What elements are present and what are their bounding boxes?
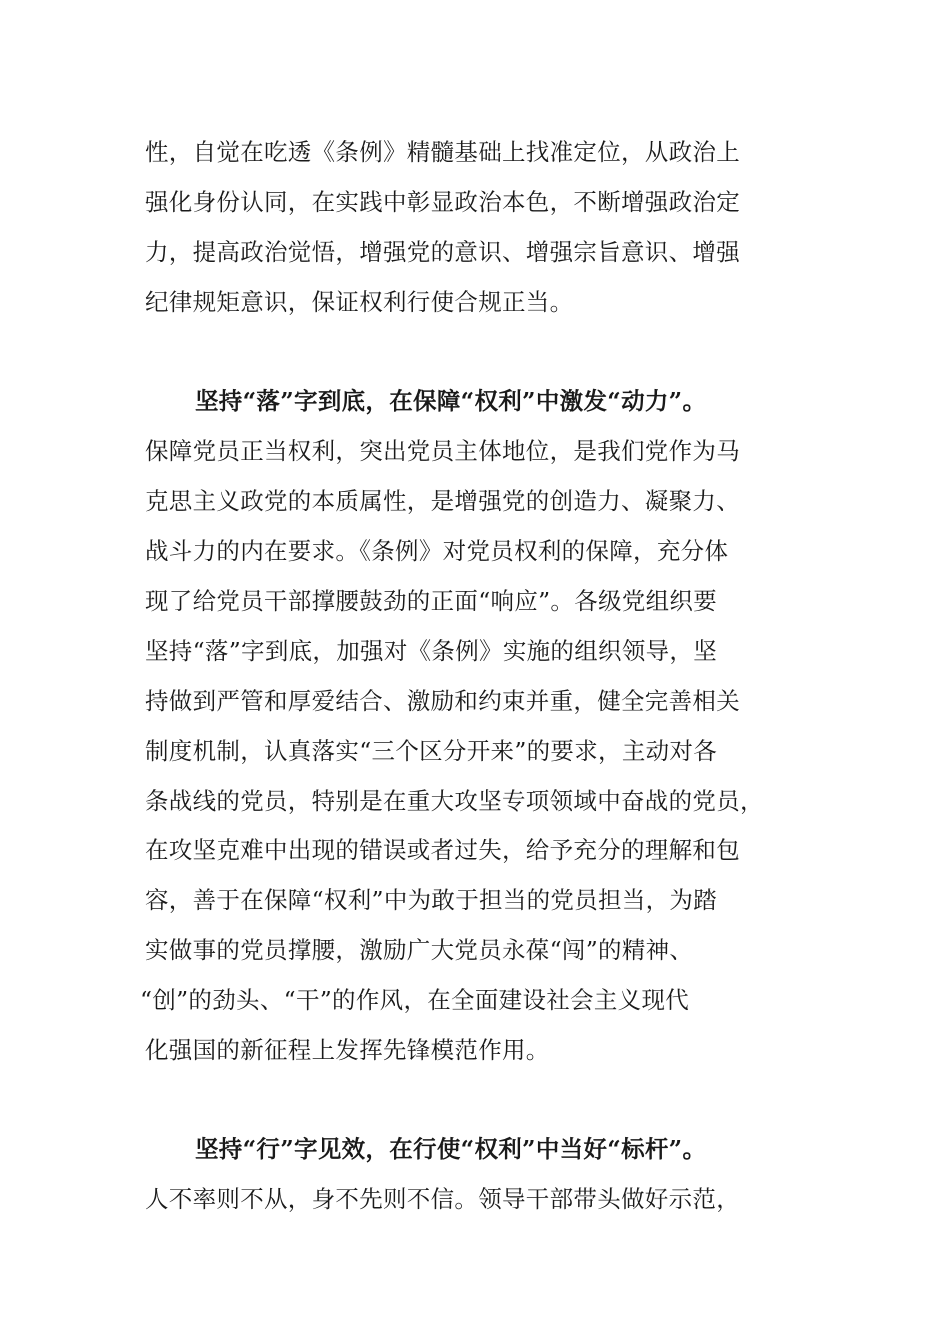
paragraph1-line-1: 性，自觉在吃透《条例》精髓基础上找准定位，从政治上 xyxy=(145,138,740,166)
paragraph2-line-13: 化强国的新征程上发挥先锋模范作用。 xyxy=(145,1036,550,1064)
paragraph2-line-5: 坚持“落”字到底，加强对《条例》实施的组织领导，坚 xyxy=(145,637,718,665)
paragraph2-line-11: 实做事的党员撑腰，激励广大党员永葆“闯”的精神、 xyxy=(145,936,694,964)
paragraph2-line-9: 在攻坚克难中出现的错误或者过失，给予充分的理解和包 xyxy=(145,836,740,864)
paragraph3-heading: 坚持“行”字见效，在行使“权利”中当好“标杆”。 xyxy=(195,1135,707,1163)
paragraph1-line-3: 力，提高政治觉悟，增强党的意识、增强宗旨意识、增强 xyxy=(145,238,740,266)
paragraph2-line-3: 战斗力的内在要求。《条例》对党员权利的保障，充分体 xyxy=(145,537,729,565)
paragraph2-line-10: 容，善于在保障“权利”中为敢于担当的党员担当，为踏 xyxy=(145,886,718,914)
paragraph2-line-1: 保障党员正当权利，突出党员主体地位，是我们党作为马 xyxy=(145,437,740,465)
paragraph2-line-2: 克思主义政党的本质属性，是增强党的创造力、凝聚力、 xyxy=(145,487,740,515)
paragraph2-line-12: “创”的劲头、“干”的作风，在全面建设社会主义现代 xyxy=(140,986,690,1014)
paragraph2-line-4: 现了给党员干部撑腰鼓劲的正面“响应”。各级党组织要 xyxy=(145,587,718,615)
paragraph1-line-4: 纪律规矩意识，保证权利行使合规正当。 xyxy=(145,288,574,316)
paragraph2-heading: 坚持“落”字到底，在保障“权利”中激发“动力”。 xyxy=(195,387,707,415)
paragraph2-line-7: 制度机制，认真落实“三个区分开来”的要求，主动对各 xyxy=(145,737,718,765)
paragraph2-line-6: 持做到严管和厚爱结合、激励和约束并重，健全完善相关 xyxy=(145,687,740,715)
paragraph2-line-8: 条战线的党员，特别是在重大攻坚专项领域中奋战的党员， xyxy=(145,787,764,815)
paragraph1-line-2: 强化身份认同，在实践中彰显政治本色，不断增强政治定 xyxy=(145,188,740,216)
paragraph3-line-1: 人不率则不从，身不先则不信。领导干部带头做好示范， xyxy=(145,1185,740,1213)
